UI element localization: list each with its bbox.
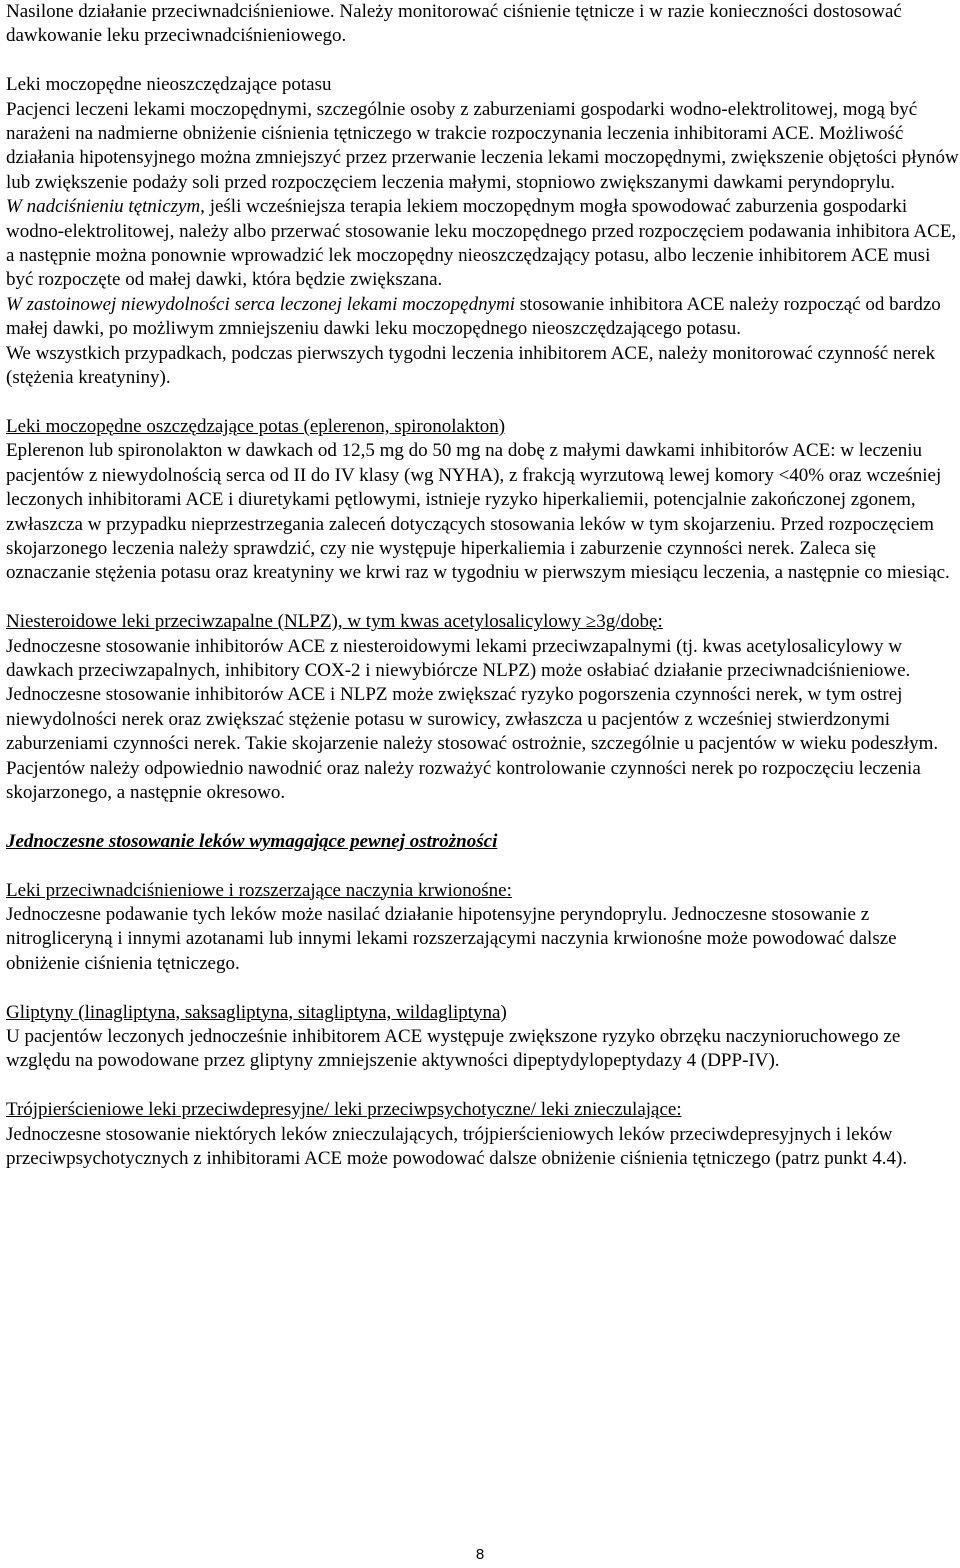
potassium-nonsparing-text-b: Możliwość działania hipotensyjnego można zmniejszyć przez przerwanie leczenia lekami moczopędnymi, zwiększenie objętości płynów lub zwiększenie podaży soli przed rozpoczęciem leczenia małymi, stopniowo zwiększanymi dawkami peryndoprylu. (6, 123, 959, 193)
hypertension-italic-lead: W nadciśnieniu tętniczym, (6, 196, 205, 218)
section-heading-potassium-sparing (6, 415, 960, 439)
paragraph-spacer (6, 1074, 960, 1098)
potassium-nonsparing-paragraph (6, 98, 960, 196)
section-heading-caution (6, 830, 960, 854)
caution-heading-text: Jednoczesne stosowanie leków wymagające pewnej ostrożności (6, 830, 498, 852)
paragraph-spacer (6, 854, 960, 878)
antihypertensives-paragraph: Jednoczesne podawanie tych leków może nasilać działanie hipotensyjne peryndoprylu. Jednoczesne stosowanie z nitrogliceryną i innymi azotanami lub innymi lekami rozszerzającymi naczynia krwionośne może powodować dalsze obniżenie ciśnienia tętniczego. (6, 903, 897, 974)
paragraph-spacer (6, 586, 960, 610)
section-heading-antidepressants (6, 1098, 960, 1122)
all-cases-paragraph: We wszystkich przypadkach, podczas pierwszych tygodni leczenia inhibitorem ACE, należy monitorować czynność nerek (stężenia kreatyniny). (6, 342, 936, 389)
section-heading-gliptins (6, 1001, 960, 1025)
intro-paragraph: Nasilone działanie przeciwnadciśnieniowe. Należy monitorować ciśnienie tętnicze i w razie konieczności dostosować dawkowanie leku przeciwnadciśnieniowego. (6, 1, 902, 47)
potassium-sparing-heading-text: Leki moczopędne oszczędzające potas (eplerenon, spironolakton) (6, 415, 506, 437)
heart-failure-italic-lead: W zastoinowej niewydolności serca leczonej lekami moczopędnymi (6, 293, 516, 315)
antihypertensives-heading-text: Leki przeciwnadciśnieniowe i rozszerzające naczynia krwionośne: (6, 879, 512, 901)
hypertension-text: jeśli wcześniejsza terapia lekiem moczopędnym mogła spowodować zaburzenia gospodarki wodno-elektrolitowej, należy albo przerwać stosowanie leku moczopędnego przed rozpoczęciem podawania inhibitora ACE, a następnie można ponownie wprowadzić lek moczopędny nieoszczędzający potasu, albo leczenie inhibitorem ACE musi być rozpoczęte od małej dawki, która będzie zwiększana. (6, 196, 957, 291)
gliptins-paragraph: U pacjentów leczonych jednocześnie inhibitorem ACE występuje zwiększone ryzyko obrzęku naczynioruchowego ze względu na powodowane przez gliptyny zmniejszenie aktywności dipeptydylopeptydazy 4 (DPP-IV). (6, 1025, 901, 1072)
potassium-nonsparing-text-a: Pacjenci leczeni lekami moczopędnymi, szczególnie osoby z zaburzeniami gospodarki wodno-elektrolitowej, mogą być narażeni na nadmierne obniżenie ciśnienia tętniczego w trakcie rozpoczynania leczenia inhibitorami ACE. (6, 98, 918, 145)
potassium-sparing-paragraph: Eplerenon lub spironolakton w dawkach od 12,5 mg do 50 mg na dobę z małymi dawkami inhibitorów ACE: w leczeniu pacjentów z niewydolnością serca od II do IV klasy (wg NYHA), z frakcją wyrzutową lewej komory <40% oraz wcześniej leczonych inhibitorami ACE i diuretykami pętlowymi, istnieje ryzyko hiperkaliemii, potencjalnie zakończonej zgonem, zwłaszcza w przypadku nieprzestrzegania zaleceń dotyczących stosowania leków w tym skojarzeniu. Przed rozpoczęciem skojarzonego leczenia należy sprawdzić, czy nie występuje hiperkaliemia i zaburzenie czynności nerek. Zaleca się oznaczanie stężenia potasu oraz kreatyniny we krwi raz w tygodniu w pierwszym miesiącu leczenia, a następnie co miesiąc. (6, 440, 950, 584)
section-heading-nsaid (6, 610, 960, 634)
document-body (6, 0, 960, 1171)
paragraph-spacer (6, 390, 960, 414)
antidepressants-heading-text: Trójpierścieniowe leki przeciwdepresyjne/ leki przeciwpsychotyczne/ leki znieczulające: (6, 1099, 682, 1121)
paragraph-spacer (6, 805, 960, 829)
page-number: 8 (475, 1546, 485, 1563)
heart-failure-paragraph (6, 293, 960, 342)
nsaid-heading-text: Niesteroidowe leki przeciwzapalne (NLPZ), w tym kwas acetylosalicylowy ≥3g/dobę: (6, 611, 663, 633)
hypertension-paragraph (6, 195, 960, 293)
antidepressants-paragraph: Jednoczesne stosowanie niektórych leków znieczulających, trójpierścieniowych leków przeciwdepresyjnych i leków przeciwpsychotycznych z inhibitorami ACE może powodować dalsze obniżenie ciśnienia tętniczego (patrz punkt 4.4). (6, 1123, 908, 1169)
paragraph-spacer (6, 49, 960, 73)
section-heading-antihypertensives (6, 879, 960, 903)
nsaid-paragraph: Jednoczesne stosowanie inhibitorów ACE z niesteroidowymi lekami przeciwzapalnymi (tj. kwas acetylosalicylowy w dawkach przeciwzapalnych, inhibitory COX-2 i niewybiórcze NLPZ) może osłabiać działanie przeciwnadciśnieniowe. Jednoczesne stosowanie inhibitorów ACE i NLPZ może zwiększać ryzyko pogorszenia czynności nerek, w tym ostrej niewydolności nerek oraz zwiększać stężenie potasu w surowicy, zwłaszcza u pacjentów z wcześniej stwierdzonymi zaburzeniami czynności nerek. Takie skojarzenie należy stosować ostrożnie, szczególnie u pacjentów w wieku podeszłym. Pacjentów należy odpowiednio nawodnić oraz należy rozważyć kontrolowanie czynności nerek po rozpoczęciu leczenia skojarzonego, a następnie okresowo. (6, 635, 939, 803)
section-heading-potassium-nonsparing: Leki moczopędne nieoszczędzające potasu (6, 74, 332, 96)
paragraph-spacer (6, 976, 960, 1000)
heart-failure-text: stosowanie inhibitora ACE należy rozpocząć od bardzo małej dawki, po możliwym zmniejszeniu dawki leku moczopędnego nieoszczędzającego potasu. (6, 293, 941, 340)
gliptins-heading-text: Gliptyny (linagliptyna, saksagliptyna, sitagliptyna, wildagliptyna) (6, 1001, 507, 1023)
